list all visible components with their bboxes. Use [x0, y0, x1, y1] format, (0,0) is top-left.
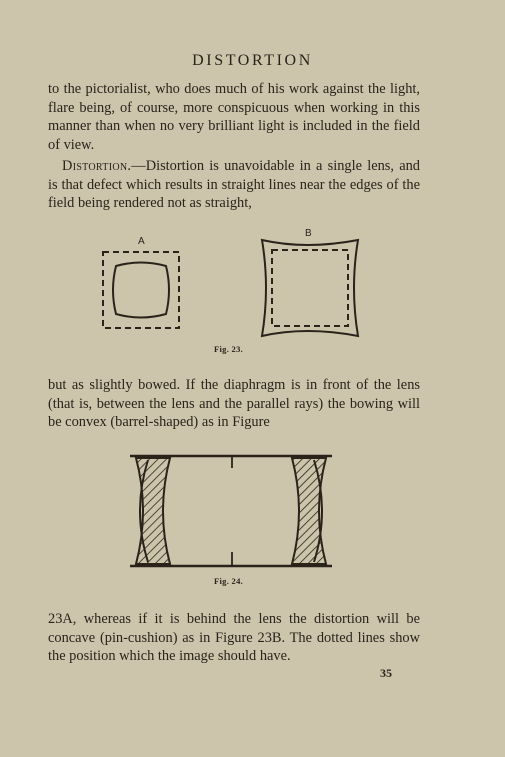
fig23a-barrel-shape [113, 263, 169, 318]
paragraph-2-body: —Distortion is unavoidable in a single lens, and is that defect which results in straight lines near the edges of the field being rendered not as straight, [48, 158, 420, 212]
paragraph-1: to the pictorialist, who does much of his work against the light, flare being, of course, more conspicuous when working in this manner than when no very brilliant light is included in the field of view. [48, 81, 420, 153]
paragraph-2 [48, 157, 420, 213]
figure-23-label-b: B [305, 228, 312, 239]
fig23b-dotted-square [272, 250, 348, 326]
running-head: DISTORTION [192, 52, 313, 69]
paragraph-4: 23A, whereas if it is behind the lens the distortion will be concave (pin-cushion) as in Figure 23B. The dotted lines show the position which the image should have. [48, 611, 420, 665]
fig24-left-lens [136, 458, 170, 564]
section-heading-distortion: Distortion. [62, 158, 132, 174]
page-number: 35 [380, 666, 392, 680]
figure-23-caption: Fig. 23. [214, 344, 244, 354]
figure-23-label-a: A [138, 236, 145, 247]
fig24-right-lens [292, 458, 326, 564]
paragraph-3: but as slightly bowed. If the diaphragm is in front of the lens (that is, between the lens and the parallel rays) the bowing will be convex (barrel-shaped) as in Figure [48, 377, 420, 431]
figure-24-caption: Fig. 24. [214, 576, 244, 586]
figure-23-diagram [96, 226, 366, 338]
fig23b-pincushion-shape [262, 240, 358, 336]
figure-24-diagram [126, 448, 336, 574]
